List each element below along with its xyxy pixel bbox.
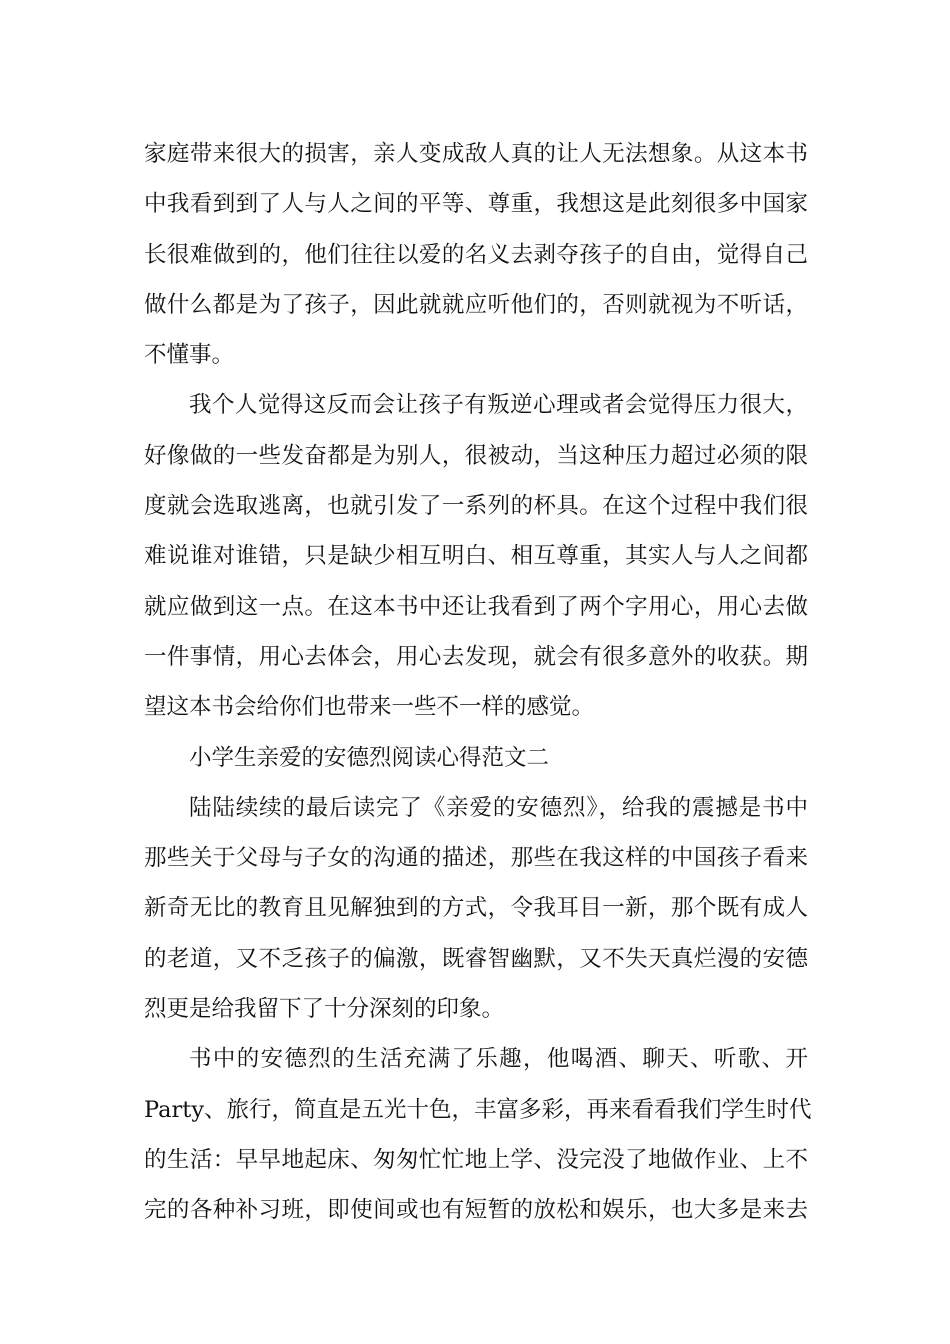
text-line: 我个人觉得这反而会让孩子有叛逆心理或者会觉得压力很大， xyxy=(189,392,808,419)
text-line: 长很难做到的，他们往往以爱的名义去剥夺孩子的自由，觉得自己 xyxy=(144,241,808,268)
text-line: 的老道，又不乏孩子的偏激，既睿智幽默，又不失天真烂漫的安德 xyxy=(144,945,808,972)
text-line: 新奇无比的教育且见解独到的方式，令我耳目一新，那个既有成人 xyxy=(144,895,808,922)
text-line: 做什么都是为了孩子，因此就就应听他们的，否则就视为不听话， xyxy=(144,291,808,318)
text-line: Party、旅行，简直是五光十色，丰富多彩，再来看看我们学生时代 xyxy=(144,1096,812,1123)
text-line: 中我看到到了人与人之间的平等、尊重，我想这是此刻很多中国家 xyxy=(144,191,808,218)
text-line: 就应做到这一点。在这本书中还让我看到了两个字用心，用心去做 xyxy=(144,593,808,620)
text-line: 好像做的一些发奋都是为别人，很被动，当这种压力超过必须的限 xyxy=(144,442,808,469)
text-line: 难说谁对谁错，只是缺少相互明白、相互尊重，其实人与人之间都 xyxy=(144,543,808,570)
text-line: 陆陆续续的最后读完了《亲爱的安德烈》，给我的震撼是书中 xyxy=(189,794,808,821)
text-line: 一件事情，用心去体会，用心去发现，就会有很多意外的收获。期 xyxy=(144,643,808,670)
text-line: 那些关于父母与子女的沟通的描述，那些在我这样的中国孩子看来 xyxy=(144,845,808,872)
text-line: 望这本书会给你们也带来一些不一样的感觉。 xyxy=(144,694,595,721)
text-line: 烈更是给我留下了十分深刻的印象。 xyxy=(144,996,505,1023)
body-text xyxy=(144,132,812,1239)
text-line: 不懂事。 xyxy=(144,342,235,369)
text-line: 家庭带来很大的损害，亲人变成敌人真的让人无法想象。从这本书 xyxy=(144,141,808,167)
section-heading: 小学生亲爱的安德烈阅读心得范文二 xyxy=(189,744,550,771)
text-line: 完的各种补习班，即使间或也有短暂的放松和娱乐，也大多是来去 xyxy=(144,1197,808,1224)
text-line: 度就会选取逃离，也就引发了一系列的杯具。在这个过程中我们很 xyxy=(144,493,808,520)
text-line: 书中的安德烈的生活充满了乐趣，他喝酒、聊天、听歌、开 xyxy=(189,1046,808,1073)
text-line: 的生活：早早地起床、匆匆忙忙地上学、没完没了地做作业、上不 xyxy=(144,1146,808,1173)
